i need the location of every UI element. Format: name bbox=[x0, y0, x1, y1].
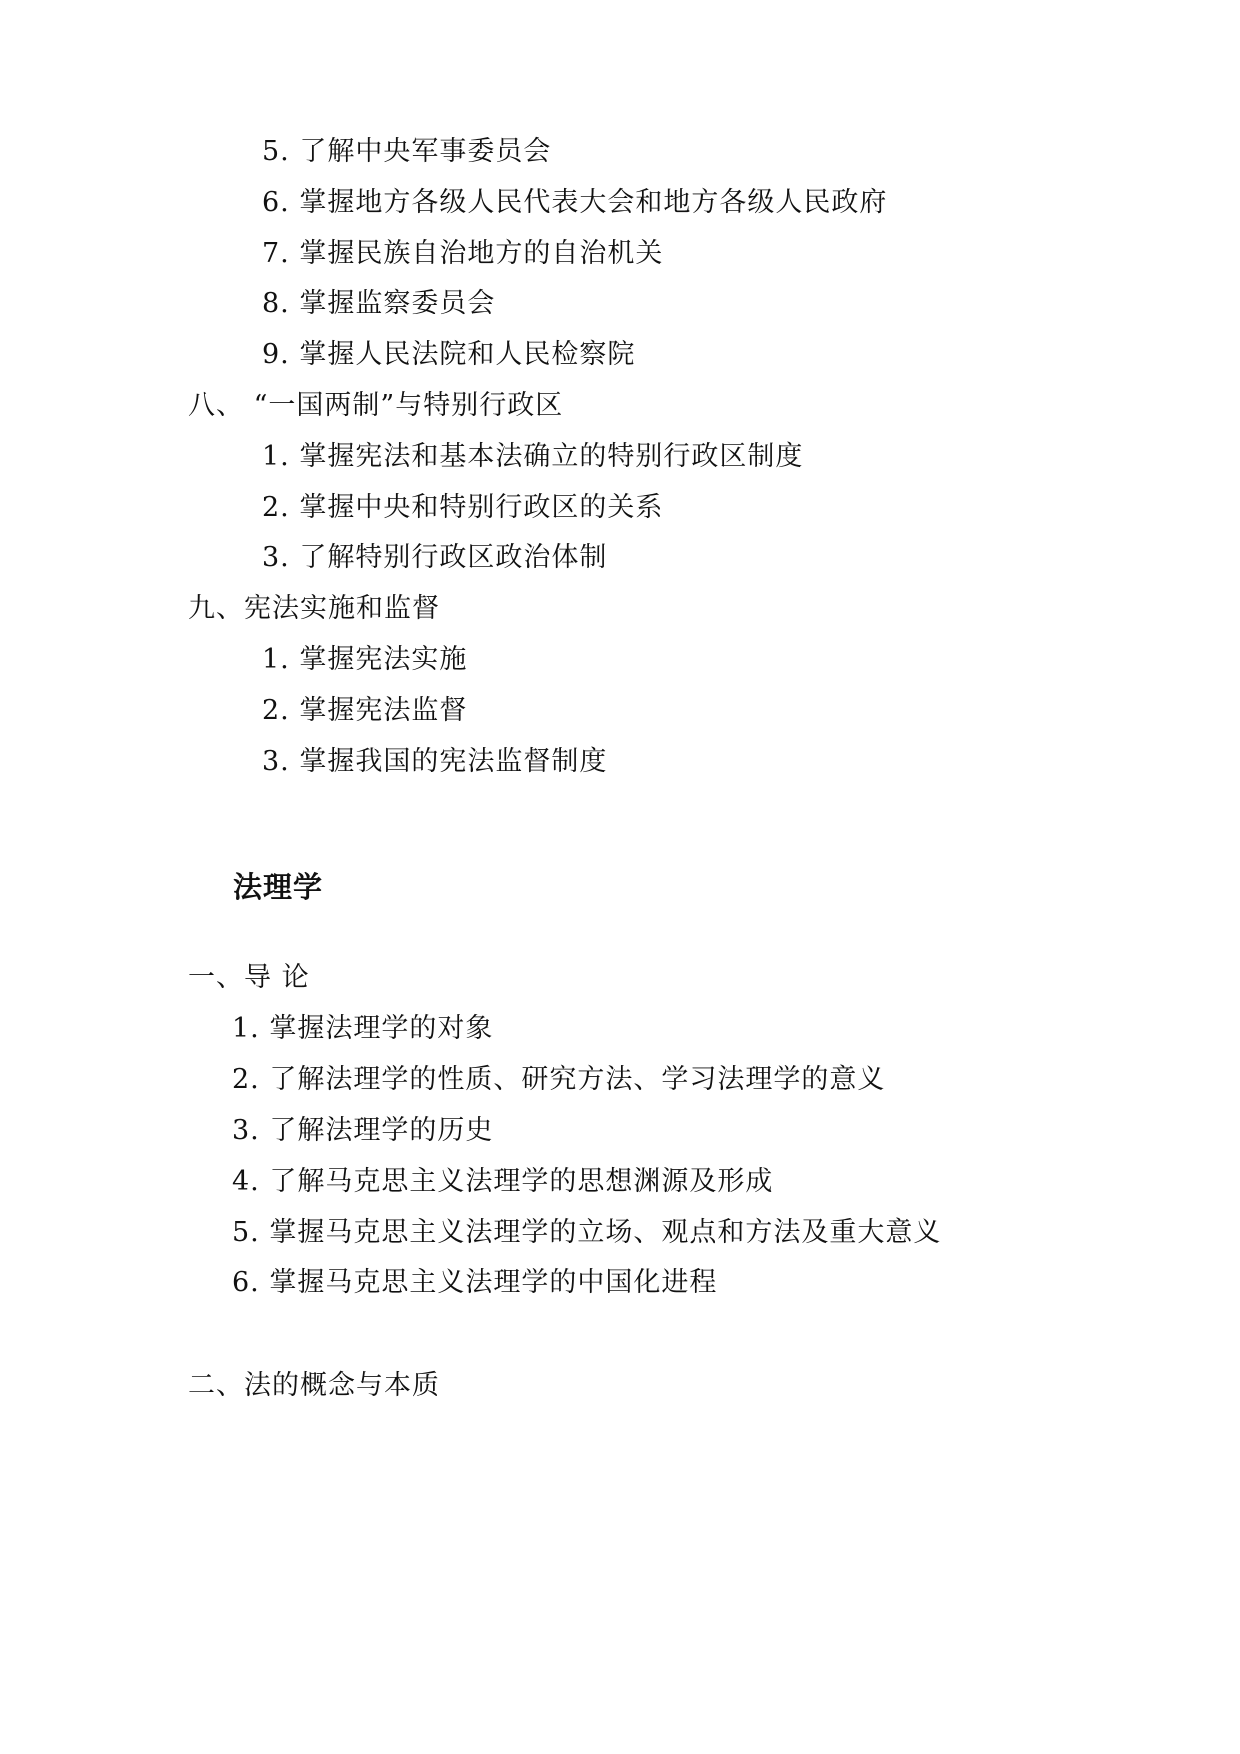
list-item: 4. 了解马克思主义法理学的思想渊源及形成 bbox=[232, 1166, 774, 1197]
list-item: 5. 了解中央军事委员会 bbox=[262, 136, 552, 167]
list-item: 3. 了解法理学的历史 bbox=[232, 1115, 494, 1146]
section-title: 法理学 bbox=[233, 870, 324, 904]
list-item: 6. 掌握马克思主义法理学的中国化进程 bbox=[232, 1267, 718, 1298]
list-item: 2. 掌握宪法监督 bbox=[262, 695, 468, 726]
list-item: 1. 掌握宪法和基本法确立的特别行政区制度 bbox=[262, 441, 804, 472]
list-item: 1. 掌握宪法实施 bbox=[262, 644, 468, 675]
list-item: 2. 了解法理学的性质、研究方法、学习法理学的意义 bbox=[232, 1064, 886, 1095]
section-heading: 八、 “一国两制”与特别行政区 bbox=[188, 390, 564, 421]
list-item: 2. 掌握中央和特别行政区的关系 bbox=[262, 492, 664, 523]
list-item: 3. 掌握我国的宪法监督制度 bbox=[262, 746, 608, 777]
list-item: 1. 掌握法理学的对象 bbox=[232, 1013, 494, 1044]
section-heading: 一、导 论 bbox=[188, 962, 310, 993]
list-item: 9. 掌握人民法院和人民检察院 bbox=[262, 339, 636, 370]
list-item: 8. 掌握监察委员会 bbox=[262, 288, 496, 319]
list-item: 6. 掌握地方各级人民代表大会和地方各级人民政府 bbox=[262, 187, 888, 218]
section-heading: 九、宪法实施和监督 bbox=[188, 593, 440, 624]
section-heading: 二、法的概念与本质 bbox=[188, 1370, 440, 1401]
list-item: 5. 掌握马克思主义法理学的立场、观点和方法及重大意义 bbox=[232, 1217, 942, 1248]
list-item: 3. 了解特别行政区政治体制 bbox=[262, 542, 608, 573]
list-item: 7. 掌握民族自治地方的自治机关 bbox=[262, 238, 664, 269]
